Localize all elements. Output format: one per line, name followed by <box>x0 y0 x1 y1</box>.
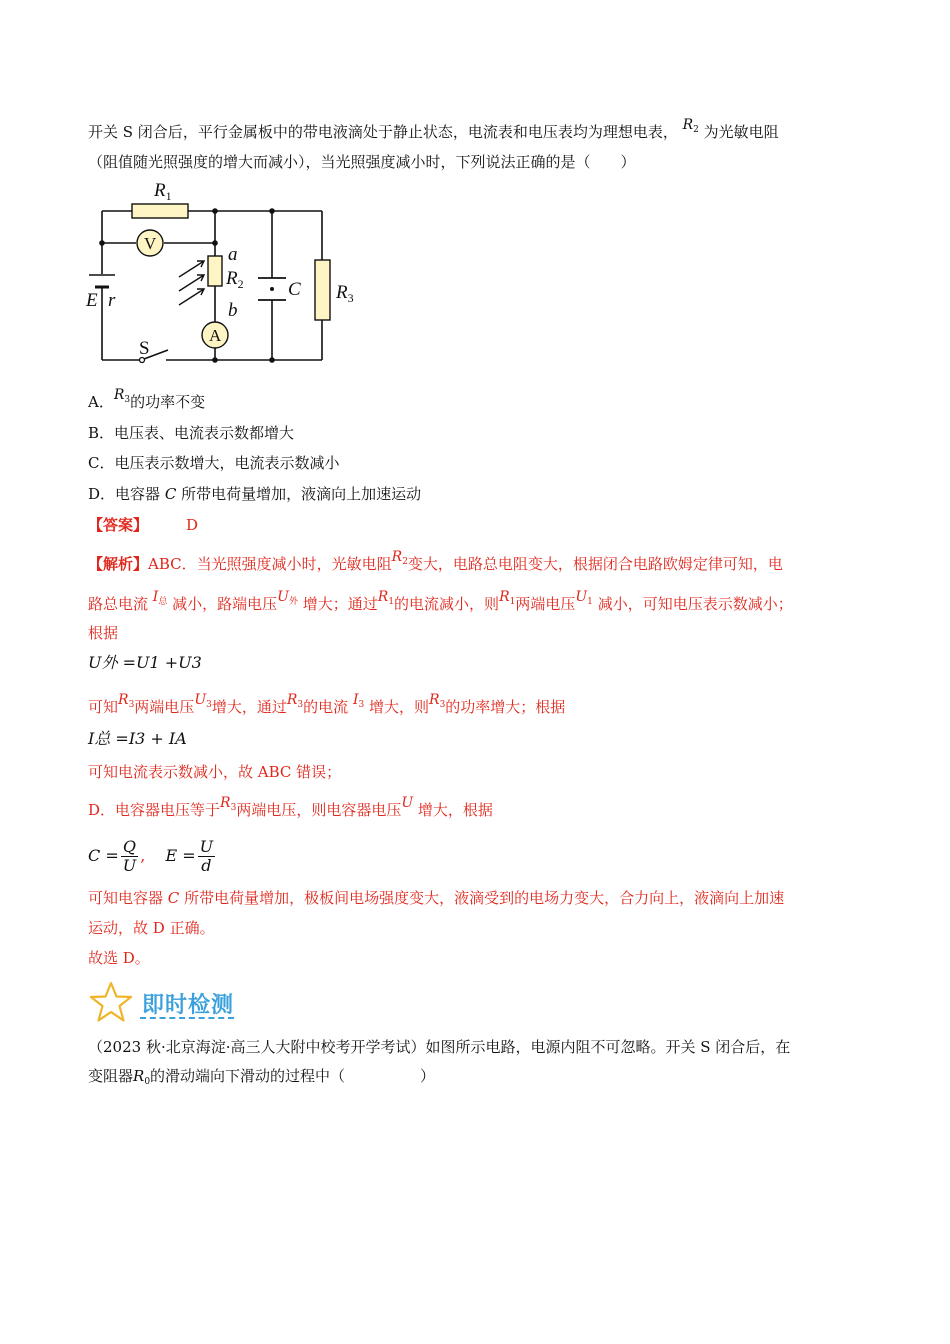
answer-value: D <box>186 516 199 534</box>
resistor-r3 <box>315 260 330 320</box>
option-c: C．电压表示数增大，电流表示数减小 <box>88 454 340 472</box>
symbol-r2: $R_2$ <box>682 117 699 135</box>
analysis-line-5: 可知电流表示数减小，故 ABC 错误； <box>88 763 342 781</box>
label-r1: $R_1$ <box>154 180 172 203</box>
option-a: A．$R_3$的功率不变 <box>88 387 206 411</box>
label-r: r <box>108 290 116 311</box>
fraction-u-over-d: $\frac{U}{d}$ <box>199 837 214 875</box>
question-line-1 <box>88 117 779 148</box>
section-underline <box>140 1017 234 1019</box>
analysis-line-2: 路总电流 $I_总$ 减小，路端电压$U_外$ 增大；通过$R_1$的电流减小，则$R_1$两端电压$U_1$ 减小，可知电压表示数减小； <box>88 589 793 613</box>
label-r3: $R_3$ <box>336 282 354 305</box>
analysis-line-1: 【解析】ABC．当光照强度减小时，光敏电阻$R_2$变大，电路总电阻变大，根据闭合电路欧姆定律可知，电 <box>88 549 783 573</box>
next-question-line-1: （2023 秋·北京海淀·高三人大附中校考开学考试）如图所示电路，电源内阻不可忽略。开关 S 闭合后，在 <box>88 1038 791 1056</box>
resistor-r2 <box>208 256 222 286</box>
label-e: E <box>86 290 98 311</box>
label-r2: $R_2$ <box>226 268 244 291</box>
analysis-line-4: 可知$R_3$两端电压$U_3$增大，通过$R_3$的电流 $I_3$ 增大，则$R_3$的功率增大；根据 <box>88 692 566 716</box>
label-ammeter: A <box>209 326 222 345</box>
analysis-line-9: 故选 D。 <box>88 949 150 967</box>
analysis-line-3: 根据 <box>88 624 119 642</box>
answer: 【答案】 D <box>88 516 199 534</box>
option-d: D．电容器 C 所带电荷量增加，液滴向上加速运动 <box>88 485 422 503</box>
analysis-line-6: D．电容器电压等于$R_3$两端电压，则电容器电压U 增大，根据 <box>88 795 493 819</box>
equation-2: I总 =I3 + IA <box>88 729 187 748</box>
option-b: B．电压表、电流表示数都增大 <box>88 424 295 442</box>
label-b: b <box>228 300 238 321</box>
next-question-line-2: 变阻器$R_0$的滑动端向下滑动的过程中（ ） <box>88 1067 436 1087</box>
star-icon <box>88 980 134 1024</box>
analysis-line-8: 运动，故 D 正确。 <box>88 919 215 937</box>
section-title: 即时检测 <box>142 993 235 1018</box>
resistor-r1 <box>132 204 188 218</box>
equation-1: U外 =U1 +U3 <box>88 653 202 672</box>
label-c: C <box>288 279 301 300</box>
symbol-r3: $R_3$ <box>113 387 131 405</box>
fraction-q-over-u: $\frac{Q}{U}$ <box>122 837 137 875</box>
analysis-line-7: 可知电容器 C 所带电荷量增加，极板间电场强度变大，液滴受到的电场力变大，合力向上，液滴向上加速 <box>88 889 785 907</box>
label-s: S <box>139 338 150 359</box>
label-a: a <box>228 244 238 265</box>
light-arrows-icon <box>179 261 204 305</box>
question-text: 开关 S 闭合后，平行金属板中的带电液滴处于静止状态，电流表和电压表均为理想电表， <box>88 123 678 141</box>
question-text: 为光敏电阻 <box>703 123 779 141</box>
circuit-diagram <box>84 178 364 368</box>
equation-3: C = $\frac{Q}{U}$ , E = $\frac{U}{d}$ <box>88 837 214 875</box>
question-line-2: （阻值随光照强度的增大而减小），当光照强度减小时，下列说法正确的是（ ） <box>88 153 636 171</box>
label-voltmeter: V <box>144 234 157 253</box>
droplet <box>270 287 274 291</box>
